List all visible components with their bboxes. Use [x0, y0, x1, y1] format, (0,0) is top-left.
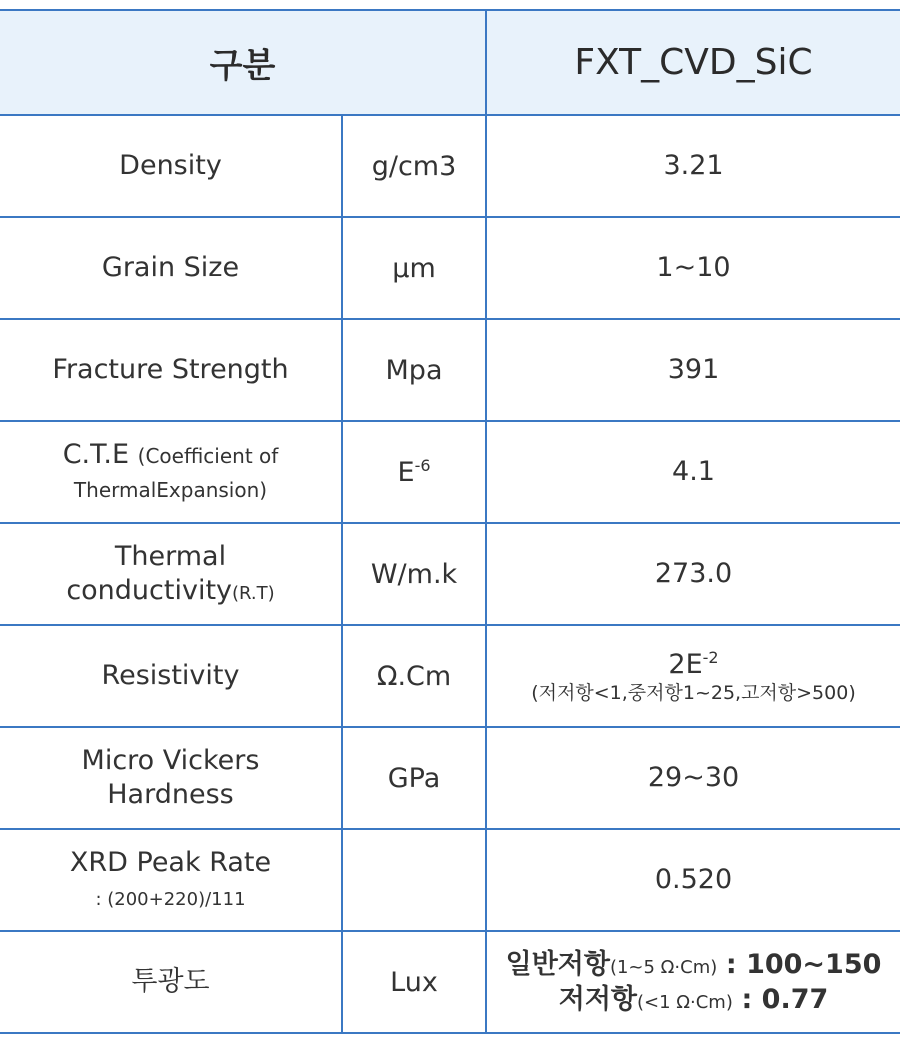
item-fracture-strength: Fracture Strength	[0, 319, 342, 421]
value-cte: 4.1	[486, 421, 900, 523]
item-cte-label: C.T.E	[62, 439, 130, 471]
value-fracture-strength: 391	[486, 319, 900, 421]
item-micro-vickers-line2: Hardness	[107, 779, 234, 810]
item-micro-vickers	[0, 727, 342, 829]
item-resistivity: Resistivity	[0, 625, 342, 727]
value-transmittance-line1-label: 일반저항	[505, 948, 610, 980]
table-row-density	[0, 115, 900, 217]
spec-table	[0, 9, 900, 1034]
item-cte	[0, 421, 342, 523]
item-xrd-note: : (200+220)/111	[95, 889, 246, 910]
header-product: FXT_CVD_SiC	[486, 10, 900, 115]
item-xrd-label: XRD Peak Rate	[69, 847, 272, 879]
table-row-thermal-conductivity	[0, 523, 900, 625]
item-micro-vickers-line1: Micro Vickers	[81, 745, 260, 777]
table-row-micro-vickers	[0, 727, 900, 829]
unit-resistivity: Ω.Cm	[342, 625, 486, 727]
item-thermal-line2: conductivity	[66, 575, 233, 606]
item-thermal-line1: Thermal	[114, 541, 227, 573]
table-header-row	[0, 10, 900, 115]
value-thermal-conductivity: 273.0	[486, 523, 900, 625]
unit-cte-base: E	[397, 456, 415, 488]
value-transmittance-line1-note: (1~5 Ω·Cm)	[609, 956, 718, 978]
unit-micro-vickers: GPa	[342, 727, 486, 829]
value-transmittance-line2-value: : 0.77	[741, 984, 829, 1015]
value-xrd-peak-rate: 0.520	[486, 829, 900, 931]
value-resistivity-exponent: -2	[702, 648, 719, 668]
item-transmittance: 투광도	[0, 931, 342, 1033]
header-category: 구분	[0, 10, 486, 115]
table-row-fracture-strength	[0, 319, 900, 421]
value-grain-size: 1~10	[486, 217, 900, 319]
value-transmittance	[486, 931, 900, 1033]
value-resistivity	[486, 625, 900, 727]
table-row-transmittance	[0, 931, 900, 1033]
value-transmittance-line2-label: 저저항	[558, 984, 637, 1015]
unit-grain-size: µm	[342, 217, 486, 319]
unit-transmittance: Lux	[342, 931, 486, 1033]
unit-fracture-strength: Mpa	[342, 319, 486, 421]
unit-cte-exponent: -6	[414, 455, 431, 475]
item-thermal-conductivity	[0, 523, 342, 625]
item-cte-note-1: (Coefficient of	[137, 444, 279, 469]
value-micro-vickers: 29~30	[486, 727, 900, 829]
item-grain-size: Grain Size	[0, 217, 342, 319]
item-xrd-peak-rate	[0, 829, 342, 931]
unit-thermal-conductivity: W/m.k	[342, 523, 486, 625]
value-resistivity-note: (저저항<1,중저항1~25,고저항>500)	[531, 682, 856, 705]
table-row-xrd-peak-rate	[0, 829, 900, 931]
value-transmittance-line2	[487, 982, 900, 1017]
value-transmittance-line1	[487, 947, 900, 982]
value-resistivity-base: 2E	[668, 649, 703, 681]
item-cte-note-2: ThermalExpansion)	[73, 478, 268, 502]
unit-cte	[342, 421, 486, 523]
item-density: Density	[0, 115, 342, 217]
table-row-cte	[0, 421, 900, 523]
table-row-grain-size	[0, 217, 900, 319]
value-transmittance-line2-note: (<1 Ω·Cm)	[636, 992, 733, 1013]
value-density: 3.21	[486, 115, 900, 217]
item-thermal-note: (R.T)	[232, 583, 275, 604]
unit-xrd-peak-rate	[342, 829, 486, 931]
value-transmittance-line1-value: : 100~150	[725, 948, 882, 980]
unit-density: g/cm3	[342, 115, 486, 217]
table-row-resistivity	[0, 625, 900, 727]
